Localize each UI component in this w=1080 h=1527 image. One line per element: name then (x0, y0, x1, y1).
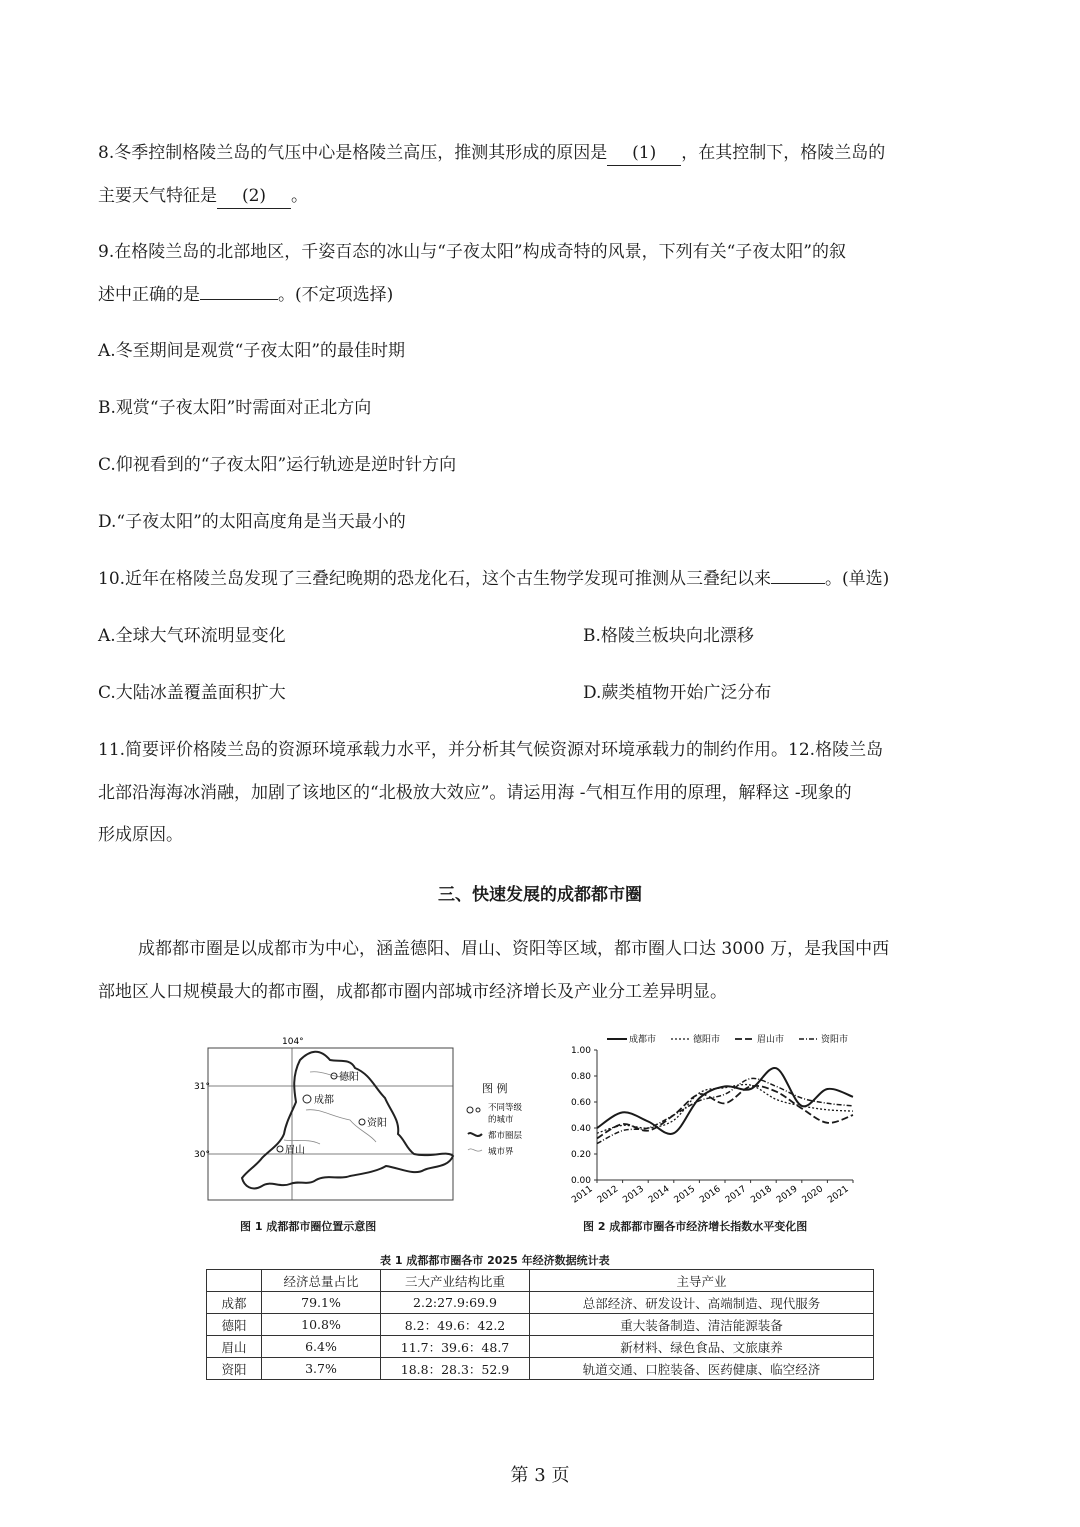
table-cell: 轨道交通、口腔装备、医药健康、临空经济 (530, 1358, 874, 1380)
q9-option-b: B.观赏“子夜太阳”时需面对正北方向 (98, 398, 372, 418)
legend-label: 德阳市 (693, 1035, 721, 1045)
question-8-cont (98, 184, 978, 209)
lon-label: 104° (282, 1037, 304, 1047)
x-tick-label: 2019 (775, 1184, 800, 1206)
q10-option-d: D.蕨类植物开始广泛分布 (583, 683, 772, 703)
legend-boundary-icon (468, 1149, 482, 1151)
lat-label-31: 31° (194, 1082, 210, 1092)
map-caption: 图 1 成都都市圈位置示意图 (240, 1220, 377, 1233)
table-cell: 18.8：28.3：52.9 (381, 1358, 530, 1380)
legend-metro: 都市圈层 (488, 1131, 523, 1141)
table-cell: 资阳 (207, 1358, 262, 1380)
map-figure (194, 1030, 550, 1210)
table-cell: 德阳 (207, 1314, 262, 1336)
table-cell: 总部经济、研发设计、高端制造、现代服务 (530, 1292, 874, 1314)
section-intro-1: 成都都市圈是以成都市为中心，涵盖德阳、眉山、资阳等区域，都市圈人口达 3000 万，是我国中西 (138, 939, 890, 959)
legend-city-2: 的城市 (488, 1115, 514, 1125)
series-line-2 (597, 1084, 853, 1133)
question-11-line3: 形成原因。 (98, 825, 183, 845)
question-11-line1: 11.简要评价格陵兰岛的资源环境承载力水平，并分析其气候资源对环境承载力的制约作用。12.格陵兰岛 (98, 740, 884, 760)
legend-city-icon (467, 1107, 473, 1113)
growth-index-chart (555, 1030, 875, 1215)
x-tick-label: 2017 (723, 1184, 749, 1206)
legend-metro-icon (468, 1133, 482, 1136)
answer-blank-q9[interactable] (200, 299, 278, 300)
table-cell: 6.4% (262, 1336, 381, 1358)
table-cell: 眉山 (207, 1336, 262, 1358)
q9-text: 。(不定项选择) (278, 285, 394, 305)
table-row (207, 1314, 874, 1336)
x-tick-label: 2020 (800, 1184, 826, 1206)
table-cell: 79.1% (262, 1292, 381, 1314)
y-tick-label: 0.40 (570, 1124, 591, 1134)
q9-text: 述中正确的是 (98, 285, 200, 305)
q10-option-c: C.大陆冰盖覆盖面积扩大 (98, 683, 286, 703)
q9-option-d: D.“子夜太阳”的太阳高度角是当天最小的 (98, 512, 406, 532)
table-cell: 10.8% (262, 1314, 381, 1336)
table-header-row (207, 1270, 874, 1292)
x-tick-label: 2011 (570, 1184, 595, 1206)
table-header: 三大产业结构比重 (381, 1270, 530, 1292)
question-9-cont (98, 283, 978, 307)
q9-option-c: C.仰视看到的“子夜太阳”运行轨迹是逆时针方向 (98, 455, 457, 475)
answer-blank-q10[interactable] (771, 583, 825, 584)
question-10 (98, 567, 978, 591)
city-label-chengdu: 成都 (314, 1095, 334, 1106)
chart-caption: 图 2 成都都市圈各市经济增长指数水平变化图 (583, 1220, 808, 1233)
city-marker-meishan (277, 1146, 283, 1152)
q10-option-a: A.全球大气环流明显变化 (98, 626, 286, 646)
page-number: 第 3 页 (510, 1465, 570, 1486)
lat-label-30: 30° (194, 1150, 210, 1160)
table-title: 表 1 成都都市圈各市 2025 年经济数据统计表 (380, 1254, 610, 1267)
legend-title: 图 例 (482, 1082, 508, 1095)
x-tick-label: 2014 (647, 1184, 672, 1206)
answer-blank-2[interactable]: (2) (217, 184, 291, 209)
series-line-3 (597, 1086, 853, 1139)
question-8 (98, 141, 978, 166)
city-label-ziyang: 资阳 (367, 1118, 387, 1129)
legend-label: 眉山市 (757, 1035, 785, 1045)
legend-city-icon (476, 1108, 480, 1112)
x-tick-label: 2013 (621, 1184, 646, 1206)
city-marker-chengdu (303, 1095, 311, 1103)
table-cell: 3.7% (262, 1358, 381, 1380)
y-tick-label: 0.80 (570, 1072, 591, 1082)
city-marker-ziyang (359, 1119, 365, 1125)
y-tick-label: 0.00 (570, 1176, 591, 1186)
section-intro-2: 部地区人口规模最大的都市圈，成都都市圈内部城市经济增长及产业分工差异明显。 (98, 982, 727, 1002)
table-cell: 新材料、绿色食品、文旅康养 (530, 1336, 874, 1358)
q8-text: 主要天气特征是 (98, 186, 217, 206)
x-tick-label: 2016 (698, 1184, 723, 1206)
table-cell: 8.2：49.6：42.2 (381, 1314, 530, 1336)
table-cell: 11.7：39.6：48.7 (381, 1336, 530, 1358)
table-header (207, 1270, 262, 1292)
legend-city: 不同等级 (488, 1103, 523, 1113)
legend-boundary: 城市界 (488, 1147, 514, 1157)
x-tick-label: 2012 (595, 1184, 621, 1206)
city-label-deyang: 德阳 (339, 1072, 359, 1083)
table-row (207, 1292, 874, 1314)
y-tick-label: 1.00 (570, 1046, 591, 1056)
y-tick-label: 0.20 (570, 1150, 591, 1160)
x-tick-label: 2018 (749, 1184, 774, 1206)
q10-option-b: B.格陵兰板块向北漂移 (583, 626, 754, 646)
table-row (207, 1358, 874, 1380)
economic-data-table (206, 1269, 874, 1380)
answer-blank-1[interactable]: (1) (607, 141, 681, 166)
legend-label: 成都市 (629, 1035, 657, 1045)
q8-text: 。 (291, 186, 308, 206)
table-header: 经济总量占比 (262, 1270, 381, 1292)
x-tick-label: 2021 (826, 1184, 851, 1206)
q9-option-a: A.冬至期间是观赏“子夜太阳”的最佳时期 (98, 341, 406, 361)
legend-label: 资阳市 (821, 1035, 849, 1045)
series-line-4 (597, 1078, 853, 1143)
question-9: 9.在格陵兰岛的北部地区，千姿百态的冰山与“子夜太阳”构成奇特的风景，下列有关“子夜太阳”的叙 (98, 242, 846, 262)
x-tick-label: 2015 (672, 1184, 698, 1206)
city-boundaries (284, 1072, 376, 1144)
question-11-line2: 北部沿海海冰消融，加剧了该地区的“北极放大效应”。请运用海 -气相互作用的原理，解释这 -现象的 (98, 783, 852, 803)
table-cell: 重大装备制造、清洁能源装备 (530, 1314, 874, 1336)
table-cell: 2.2:27.9:69.9 (381, 1292, 530, 1314)
table-row (207, 1336, 874, 1358)
table-cell: 成都 (207, 1292, 262, 1314)
y-tick-label: 0.60 (570, 1098, 591, 1108)
city-label-meishan: 眉山 (285, 1145, 305, 1156)
q8-text: ，在其控制下，格陵兰岛的 (681, 143, 886, 163)
table-header: 主导产业 (530, 1270, 874, 1292)
q10-text: 。(单选) (825, 569, 890, 589)
section-title: 三、快速发展的成都都市圈 (438, 885, 642, 905)
q10-text: 10.近年在格陵兰岛发现了三叠纪晚期的恐龙化石，这个古生物学发现可推测从三叠纪以来 (98, 569, 772, 589)
q8-text: 8.冬季控制格陵兰岛的气压中心是格陵兰高压，推测其形成的原因是 (98, 143, 608, 163)
